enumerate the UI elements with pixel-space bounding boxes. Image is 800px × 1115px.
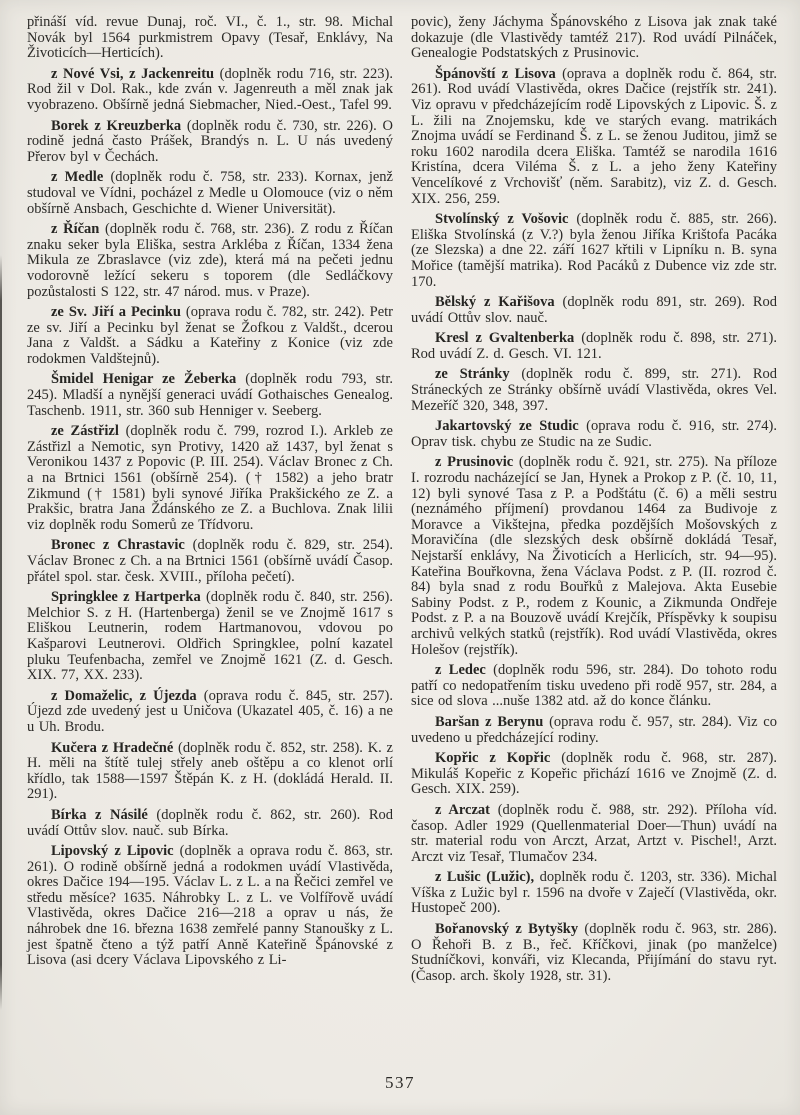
paragraph: Kopřic z Kopřic (doplněk rodu č. 968, str. 287). Mikuláš Kopeřic z Kopeřic přichází 1616 ve Znojmě (Z. d. Gesch. XIX. 259). [411, 750, 777, 798]
paragraph: z Domaželic, z Újezda (oprava rodu č. 845, str. 257). Újezd zde uvedený jest u Uničova (Ukazatel 405, č. 16) a ne u Uh. Brodu. [27, 687, 393, 735]
paragraph: Borek z Kreuzberka (doplněk rodu č. 730, str. 226). O rodině jedná často Prášek, Brandýs n. L. U nás uvedený Přerov byl v Čechách. [27, 117, 393, 165]
family-name-heading: Springklee z Hartperka [51, 589, 201, 606]
paragraph: ze Sv. Jiří a Pecinku (oprava rodu č. 782, str. 242). Petr ze sv. Jiří a Pecinku byl ženat se Žofkou z Valdšt., dcerou Jana z Valdšt. a Sádku a Kateřiny z Konice (viz zde rodokmen Valdštejnů). [27, 304, 393, 367]
family-name-heading: Kučera z Hradečné [51, 739, 174, 756]
paragraph: z Prusinovic (doplněk rodu č. 921, str. 275). Na příloze I. rozrodu nacházející se Jan, Hynek a Prokop z P. (č. 10, 11, 12) byli synové Tasa z P. a Podštátu (č. 6) a měli sestru (neznámého příjmení) provdanou 1464 za Budivoje z Moravce a Vikštejna, předka pozdějších Mošovských z Moravičína (dle slezských desk obšírně dokládá Tesař, Nejstarší enklávy, Na Životicích a Herlicích, str. 94—95). Kateřina Bouřkovna, žena Václava Podst. z P. (II. rozrod č. 84) byla snad z rodu Bouřků z Malejova. Akta Eusebie Sabiny Podst. z P., rodem z Kounic, a Zikmunda Ondřeje Podst. z P. a na Bouzově uvádí Krejčík, Příspěvky k soupisu archivů velkých statků (rejstřík). Rod uvádí Vlastivěda, okres Holešov (rejstřík). [411, 454, 777, 658]
paragraph: z Nové Vsi, z Jackenreitu (doplněk rodu 716, str. 223). Rod žil v Dol. Rak., kde zván v. Jagenreuth a měl znak jak vyobrazeno. Obšírně jedná Siebmacher, Nied.-Oest., Tafel 99. [27, 65, 393, 113]
paragraph: ze Zástřizl (doplněk rodu č. 799, rozrod I.). Arkleb ze Zástřizl a Nemotic, syn Protivy, 1420 až 1437, byl ženat s Veronikou 1437 z Popovic (P. III. 254). Václav Bronec z Ch. a na Brtnici 1561 (obšírně 254). († 1582) a jeho bratr Zikmund († 1581) byli synové Jiříka Prakšického ze Z. a Prakšic, bratra Jana Ždánského ze Z. a Buchlova. Znak lilii viz doplněk rodu Somerů ze Třídvoru. [27, 423, 393, 533]
family-name-heading: Bronec z Chrastavic [51, 537, 185, 554]
family-name-heading: z Domaželic, z Újezda [51, 687, 197, 704]
paragraph: Bírka z Násilé (doplněk rodu č. 862, str. 260). Rod uvádí Ottův slov. nauč. sub Bírka. [27, 806, 393, 839]
family-name-heading: Kresl z Gvaltenberka [435, 330, 575, 347]
left-column [27, 15, 393, 989]
paragraph: Bronec z Chrastavic (doplněk rodu č. 829, str. 254). Václav Bronec z Ch. a na Brtnici 1561 (obšírně uvádí Časop. přátel spol. star. česk. XVIII., příloha pečetí). [27, 537, 393, 585]
paragraph: Baršan z Berynu (oprava rodu č. 957, str. 284). Viz co uvedeno u předcházející rodiny. [411, 713, 777, 746]
paragraph: z Arczat (doplněk rodu č. 988, str. 292). Příloha víd. časop. Adler 1929 (Quellenmaterial Doer—Thun) uvádí na str. material rodu von Arczt, Arzat, Artzt v. Pischel!, Arzt. Arczt viz Tesař, Tlumačov 234. [411, 801, 777, 865]
family-name-heading: z Medle [51, 169, 104, 186]
family-name-heading: ze Stránky [435, 366, 510, 383]
family-name-heading: Jakartovský ze Studic [435, 418, 579, 435]
family-name-heading: Stvolínský z Vošovic [435, 211, 569, 228]
family-name-heading: Špánovští z Lisova [435, 65, 556, 82]
paragraph: přináší víd. revue Dunaj, roč. VI., č. 1., str. 98. Michal Novák byl 1564 purkmistrem Opavy (Tesař, Enklávy, Na Životicích—Herticích). [27, 14, 393, 62]
paragraph: Springklee z Hartperka (doplněk rodu č. 840, str. 256). Melchior S. z H. (Hartenberga) ženil se ve Znojmě 1617 s Eliškou Leutnerin, rodem Hartmanovou, vdovou po Kašparovi Leutnerovi. Oldřich Springklee, polní kazatel pluku Teufenbacha, zemřel ve Znojmě 1621 (Z. d. Gesch. XIX. 77, XX. 233). [27, 589, 394, 684]
page-number: 537 [385, 1073, 415, 1092]
paragraph: Kučera z Hradečné (doplněk rodu č. 852, str. 258). K. z H. měli na štítě tulej střely aneb oštěpu a co klenot orlí křídlo, tak 1588—1597 Štěpán K. z H. (dokládá Herald. II. 291). [27, 739, 393, 803]
paragraph: Šmidel Henigar ze Žeberka (doplněk rodu 793, str. 245). Mladší a nynější generaci uvádí Gothaisches Genealog. Taschenb. 1911, str. 360 sub Henniger v. Seeberg. [27, 371, 393, 419]
family-name-heading: Borek z Kreuzberka [51, 117, 182, 134]
paragraph: Špánovští z Lisova (oprava a doplněk rodu č. 864, str. 261). Rod uvádí Vlastivěda, okres Dačice (rejstřík str. 241). Viz opravu v předcházejícím rodě Lipovských z Lipovic. Š. z L. žili na Znojemsku, kde ve starých evang. matrikách Znojma uvádí se Ferdinand Š. z L. se ženou Juditou, jimž se roku 1602 narodila dcera Eliška. Tamtéž se narodila 1616 Kristína, dcera Viléma Š. z L. a jeho ženy Kateřiny Vencelíkové z Vrchovišť (něm. Sarabitz), viz Z. d. Gesch. XIX. 256, 259. [411, 65, 778, 207]
family-name-heading: ze Zástřizl [51, 423, 119, 440]
family-name-heading: Bořanovský z Bytyšky [435, 921, 579, 938]
paragraph: Lipovský z Lipovic (doplněk a oprava rodu č. 863, str. 261). O rodině obšírně jedná a rodokmen uvádí Vlastivěda, okres Dačice 194—195. Václav L. z L. a na Řečici zemřel ve středu měsíce? 1635. Náhrobky L. z L. ve Volfířově uvádí Vlastivěda, okres Dačice 216—218 a oprav u nás, že náhrobek dne 16. března 1638 zemřelé panny Stanoušky z L. jest špatně čteno a týž patří Anně Kateřině Špánovské z Lisova (asi dcery Václava Lipovského z Li- [27, 843, 393, 969]
paragraph: z Ledec (doplněk rodu 596, str. 284). Do tohoto rodu patří co nedopatřením tisku uvedeno při rodě 957, str. 284, a sice od slova ...nuše 1382 atd. až do konce článku. [411, 662, 777, 710]
scan-edge-artifact [0, 255, 2, 1010]
paragraph: povic), ženy Jáchyma Špánovského z Lisova jak znak také dokazuje (dle Vlastivědy tamtéž 217). Rod uvádí Pilnáček, Genealogie Podstatských z Prusinovic. [411, 14, 777, 62]
family-name-heading: ze Sv. Jiří a Pecinku [51, 304, 181, 321]
family-name-heading: Šmidel Henigar ze Žeberka [51, 371, 237, 388]
paragraph: Kresl z Gvaltenberka (doplněk rodu č. 898, str. 271). Rod uvádí Z. d. Gesch. VI. 121. [411, 330, 777, 362]
family-name-heading: Bělský z Kařišova [435, 294, 555, 311]
family-name-heading: Kopřic z Kopřic [435, 750, 551, 767]
family-name-heading: z Arczat [435, 801, 490, 818]
family-name-heading: z Ledec [435, 662, 486, 679]
paragraph: Bělský z Kařišova (doplněk rodu 891, str. 269). Rod uvádí Ottův slov. nauč. [411, 294, 777, 326]
family-name-heading: z Říčan [51, 221, 100, 238]
family-name-heading: z Lušic (Lužic), [435, 869, 535, 886]
family-name-heading: z Prusinovic [435, 454, 514, 471]
paragraph: z Medle (doplněk rodu č. 758, str. 233). Kornax, jenž studoval ve Vídni, pocházel z Medle u Olomouce (viz o něm obšírně Ansbach, Geschichte d. Wiener Universität). [27, 169, 393, 217]
paragraph: ze Stránky (doplněk rodu č. 899, str. 271). Rod Stráneckých ze Stránky obšírně uvádí Vlastivěda, okres Vel. Mezeříč 320, 348, 397. [411, 366, 777, 414]
right-column [411, 15, 777, 989]
paragraph: z Lušic (Lužic), doplněk rodu č. 1203, str. 336). Michal Víška z Lužic byl r. 1596 na dvoře v Zaječí (Vlastivěda, okr. Hustopeč 200). [411, 869, 778, 917]
family-name-heading: Baršan z Berynu [435, 713, 544, 730]
paragraph: Jakartovský ze Studic (oprava rodu č. 916, str. 274). Oprav tisk. chybu ze Studic na ze Sudic. [411, 418, 777, 450]
family-name-heading: Bírka z Násilé [51, 806, 148, 823]
paragraph: Stvolínský z Vošovic (doplněk rodu č. 885, str. 266). Eliška Stvolínská (z V.?) byla ženou Jiříka Krištofa Pacáka (ze Slezska) a dne 22. září 1627 křtili v Lipníku n. B. syna Mořice (tamější matrika). Rod Pacáků z Dubence viz zde str. 170. [411, 211, 777, 290]
family-name-heading: Lipovský z Lipovic [51, 843, 174, 860]
paragraph: z Říčan (doplněk rodu č. 768, str. 236). Z rodu z Říčan znaku seker byla Eliška, sestra Arkléba z Říčan, 1334 žena Mikula ze Zbraslavce (viz zde), která má na pečeti jednu vodorovně ležící sekeru s toporem (dle Sedláčkovy pozůstalosti S 122, str. 47 národ. mus. v Praze). [27, 221, 393, 300]
family-name-heading: z Nové Vsi, z Jackenreitu [51, 65, 215, 82]
paragraph: Bořanovský z Bytyšky (doplněk rodu č. 963, str. 286). O Řehoři B. z B., řeč. Kříčkovi, jinak (po manželce) Studníčkovi, konváři, viz Klecanda, Přijímání do stavu ryt. (Časop. arch. školy 1928, str. 31). [411, 921, 777, 984]
